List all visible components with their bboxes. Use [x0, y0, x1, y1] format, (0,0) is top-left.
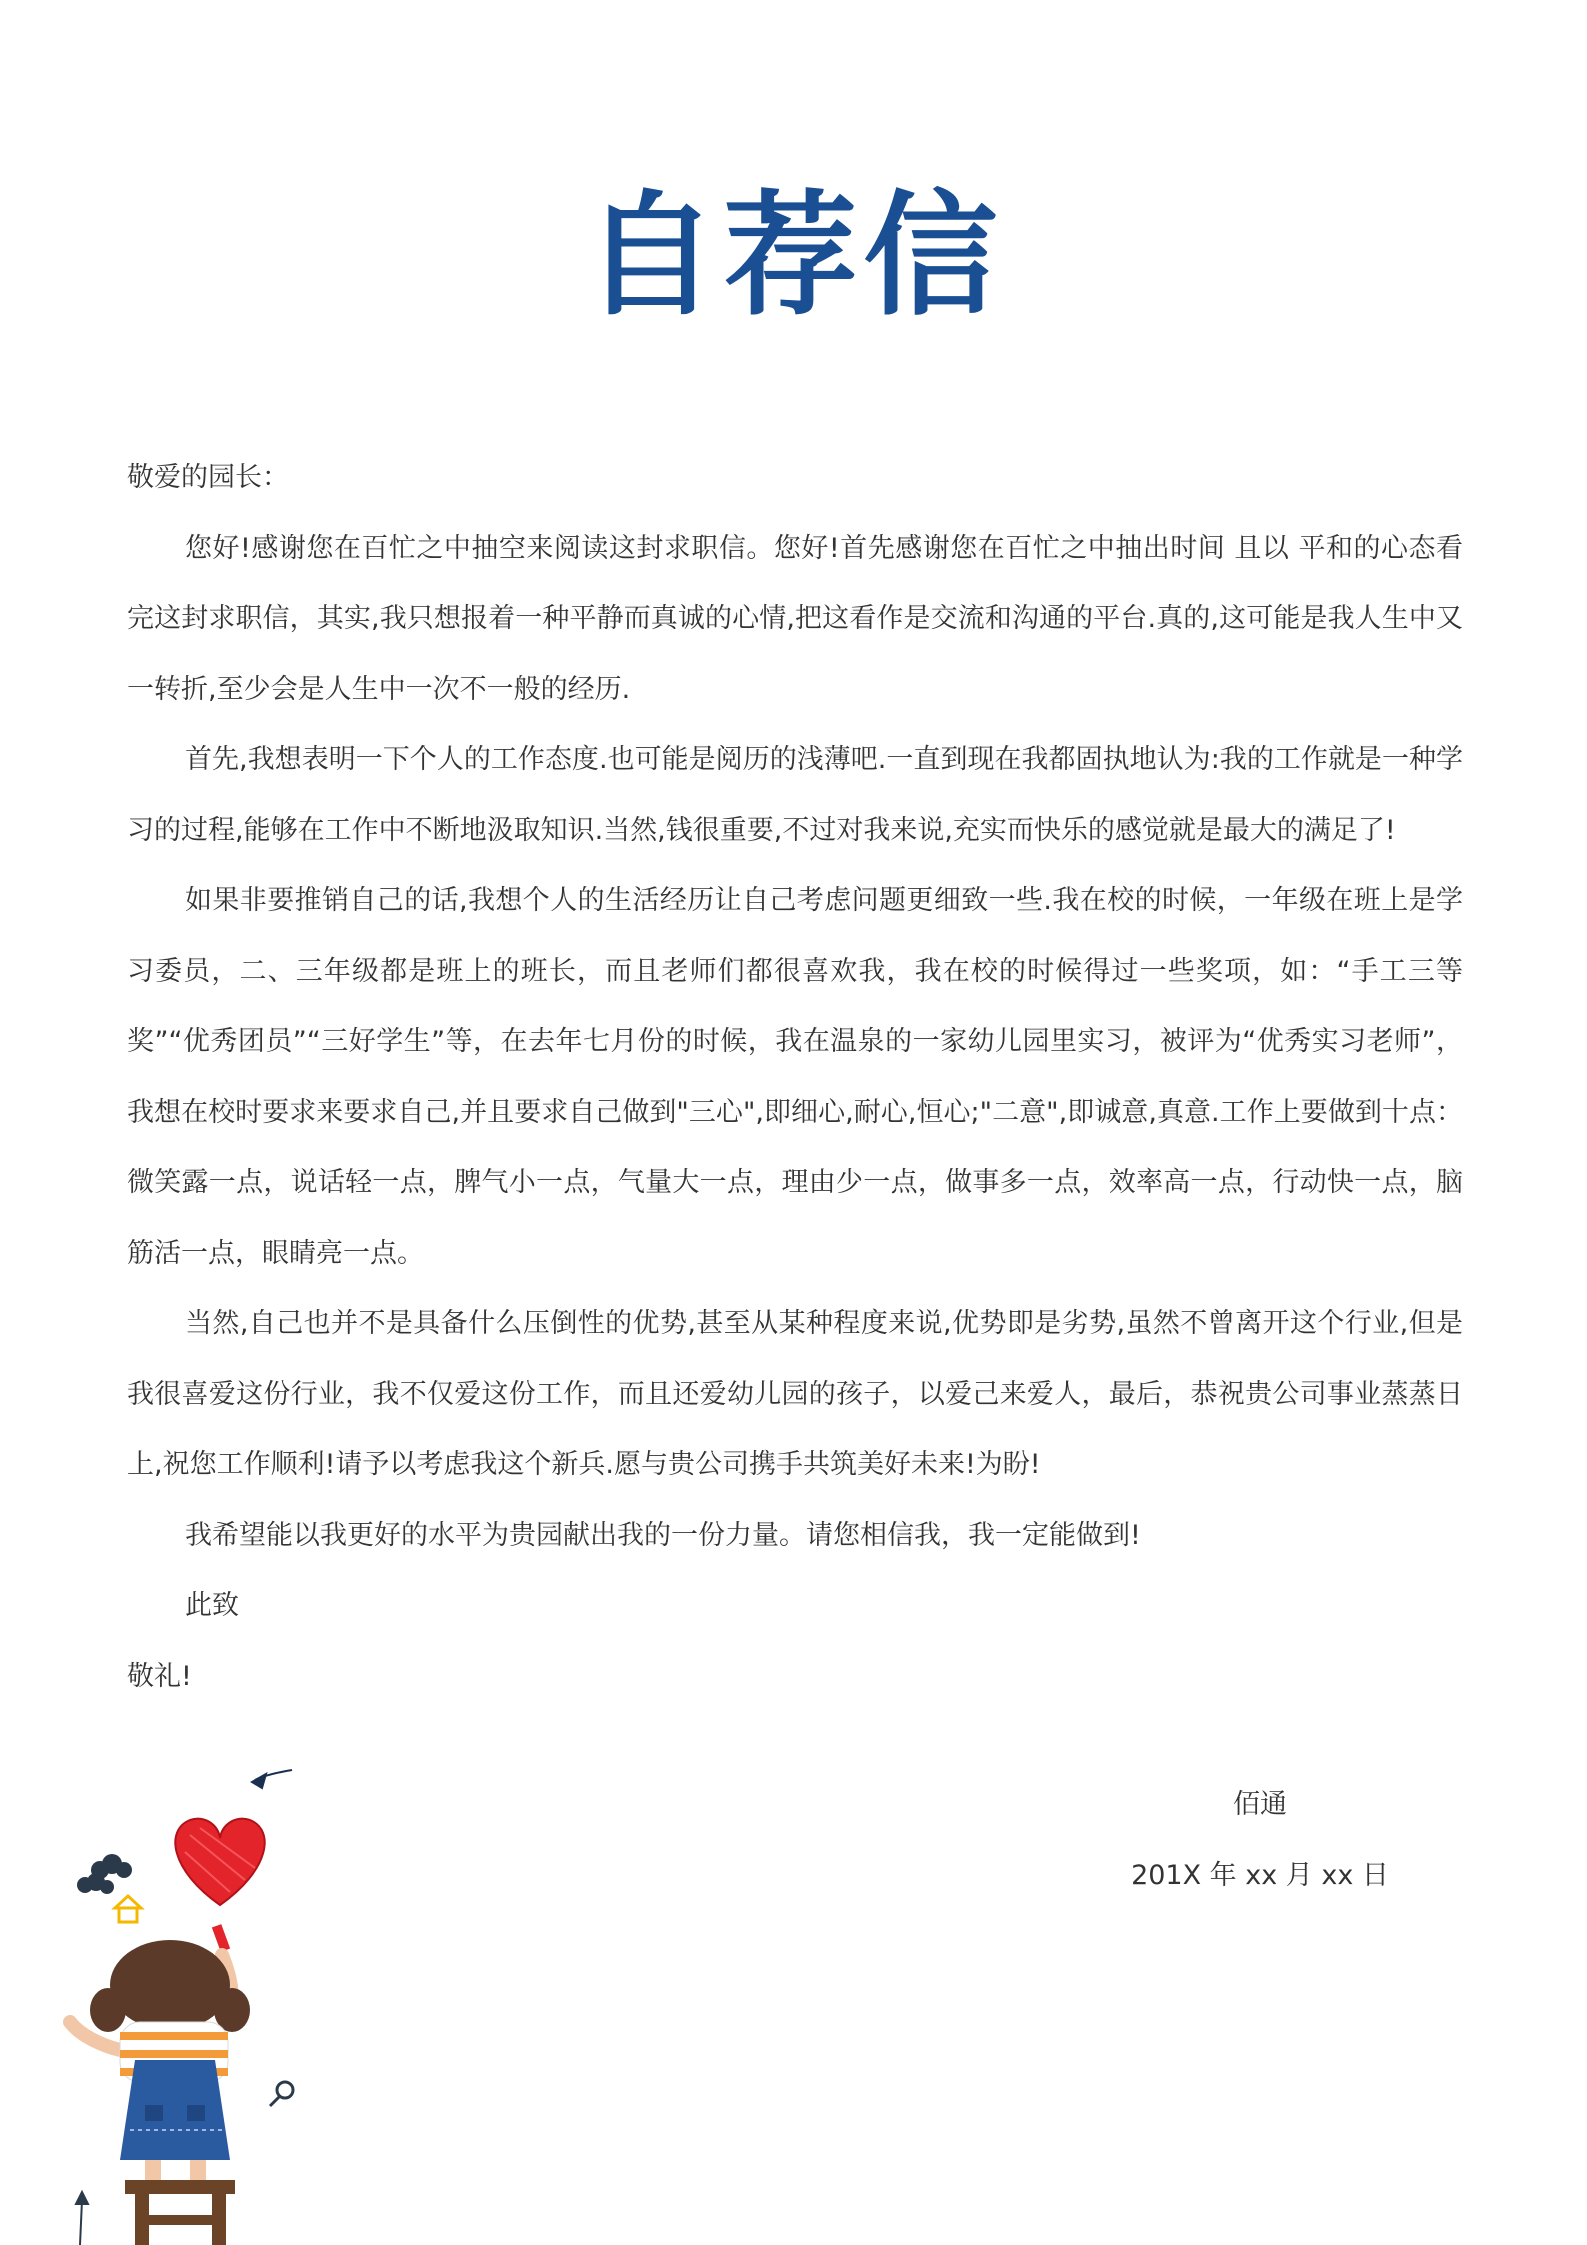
- closing-line-1: 此致: [185, 1590, 239, 1621]
- paragraph-2: 首先,我想表明一下个人的工作态度.也可能是阅历的浅薄吧.一直到现在我都固执地认为:我的工作就是一种学习的过程,能够在工作中不断地汲取知识.当然,钱很重要,不过对我来说,充实而快乐的感觉就是最大的满足了!: [127, 744, 1463, 846]
- paragraph-4: 当然,自己也并不是具备什么压倒性的优势,甚至从某种程度来说,优势即是劣势,虽然不曾离开这个行业,但是我很喜爱这份行业，我不仅爱这份工作，而且还爱幼儿园的孩子，以爱己来爱人，最后，恭祝贵公司事业蒸蒸日上,祝您工作顺利!请予以考虑我这个新兵.愿与贵公司携手共筑美好未来!为盼!: [127, 1308, 1463, 1480]
- stool: [125, 2180, 235, 2245]
- closing-line-2: 敬礼!: [127, 1660, 192, 1692]
- girl-dress: [120, 2060, 230, 2160]
- salutation: 敬爱的园长：: [127, 462, 289, 493]
- signature-name: 佰通: [1233, 1789, 1287, 1820]
- girl-drawing-illustration: [40, 1760, 340, 2245]
- arrow-icon: [76, 2192, 88, 2245]
- cloud-icon: [77, 1854, 132, 1894]
- paragraph-5: 我希望能以我更好的水平为贵园献出我的一份力量。请您相信我，我一定能做到!: [185, 1519, 1141, 1551]
- paragraph-1: 您好!感谢您在百忙之中抽空来阅读这封求职信。您好!首先感谢您在百忙之中抽出时间 且以 平和的心态看完这封求职信，其实,我只想报着一种平静而真诚的心情,把这看作是交流和沟通的平台.真的,这可能是我人生中又一转折,至少会是人生中一次不一般的经历.: [127, 532, 1463, 705]
- magnifier-icon: [270, 2082, 293, 2106]
- letter-body: [127, 443, 1463, 1712]
- paragraph-3: 如果非要推销自己的话,我想个人的生活经历让自己考虑问题更细致一些.我在校的时候，一年级在班上是学习委员，二、三年级都是班上的班长，而且老师们都很喜欢我，我在校的时候得过一些奖项，如：“手工三等奖”“优秀团员”“三好学生”等，在去年七月份的时候，我在温泉的一家幼儿园里实习，被评为“优秀实习老师”，我想在校时要求来要求自己,并且要求自己做到"三心",即细心,耐心,恒心;"二意",即诚意,真意.工作上要做到十点：微笑露一点，说话轻一点，脾气小一点，气量大一点，理由少一点，做事多一点，效率高一点，行动快一点，脑筋活一点，眼睛亮一点。: [127, 885, 1463, 1269]
- heart-icon: [175, 1819, 264, 1905]
- document-title: 自荐信: [583, 176, 1004, 334]
- arrow-icon: [252, 1770, 292, 1788]
- signature-date: 201X 年 xx 月 xx 日: [1131, 1860, 1389, 1891]
- house-icon: [115, 1896, 141, 1922]
